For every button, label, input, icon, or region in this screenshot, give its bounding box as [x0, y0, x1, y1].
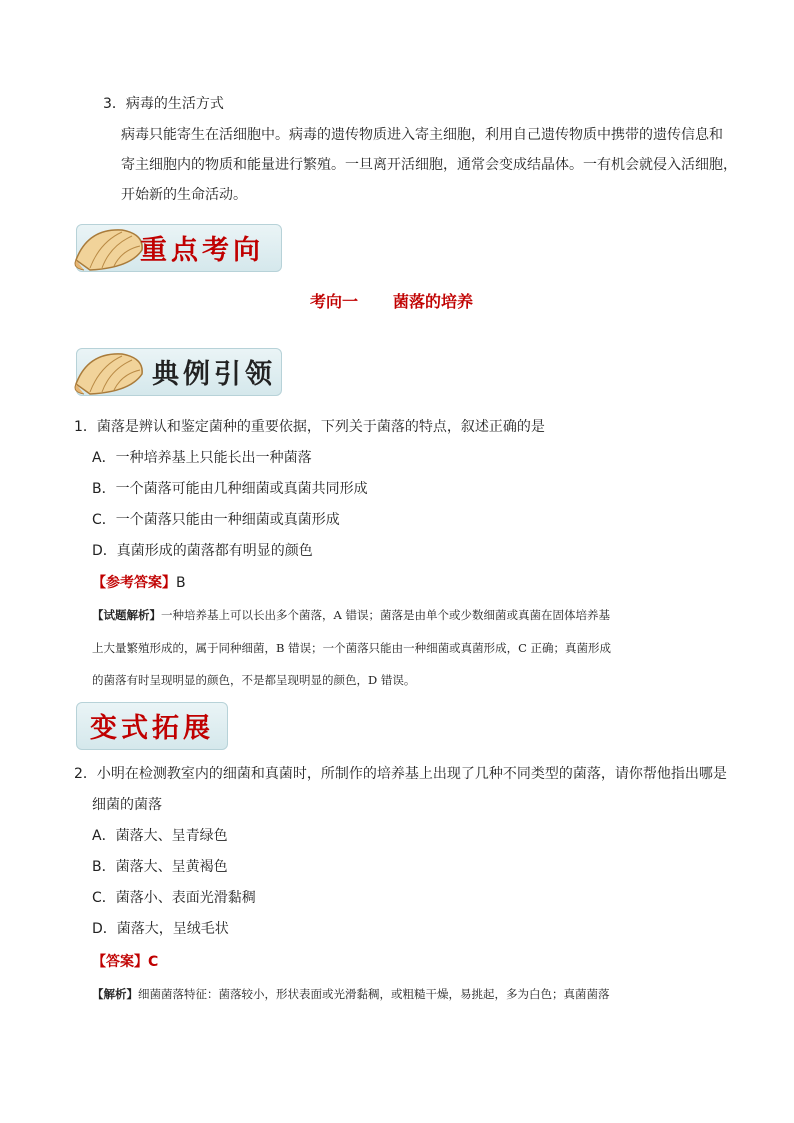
- analysis-line: 的菌落有时呈现明显的颜色，不是都呈现明显的颜色，D 错误。: [92, 673, 416, 687]
- option-c: C．菌落小、表面光滑黏稠: [92, 890, 256, 906]
- answer-label: 【答案】: [92, 954, 148, 970]
- analysis-text: 细菌菌落特征：菌落较小，形状表面或光滑黏稠，或粗糙干燥，易挑起，多为白色；真菌菌落: [138, 987, 610, 1001]
- answer-label: 【参考答案】: [92, 575, 176, 591]
- topic-label: 考向一: [310, 292, 359, 311]
- analysis-label: 【解析】: [92, 987, 138, 1001]
- option-a: A．一种培养基上只能长出一种菌落: [92, 450, 312, 466]
- question-stem: 细菌的菌落: [92, 797, 162, 813]
- section-heading: 3．病毒的生活方式: [103, 96, 224, 112]
- option-b: B．一个菌落可能由几种细菌或真菌共同形成: [92, 481, 368, 497]
- option-b: B．菌落大、呈黄褐色: [92, 859, 228, 875]
- option-a: A．菌落大、呈青绿色: [92, 828, 228, 844]
- analysis-line: 上大量繁殖形成的，属于同种细菌，B 错误；一个菌落只能由一种细菌或真菌形成，C 正确；真菌形成: [92, 641, 612, 655]
- option-d: D．真菌形成的菌落都有明显的颜色: [92, 543, 313, 559]
- answer: [92, 573, 186, 593]
- answer-value: C: [148, 954, 159, 970]
- answer: [92, 952, 158, 972]
- analysis-line: [92, 986, 610, 1002]
- banner-title: 变式拓展: [90, 713, 214, 744]
- paragraph-line: 寄主细胞内的物质和能量进行繁殖。一旦离开活细胞，通常会变成结晶体。一有机会就侵入活细胞，: [121, 157, 737, 173]
- option-d: D．菌落大，呈绒毛状: [92, 921, 229, 937]
- seashell-icon: [70, 344, 148, 400]
- seashell-icon: [70, 220, 148, 276]
- analysis-text: 一种培养基上可以长出多个菌落，A 错误；菌落是由单个或少数细菌或真菌在固体培养基: [161, 608, 610, 622]
- answer-value: B: [176, 575, 186, 591]
- banner-title: 重点考向: [140, 235, 264, 266]
- option-c: C．一个菌落只能由一种细菌或真菌形成: [92, 512, 340, 528]
- question-stem: 2．小明在检测教室内的细菌和真菌时，所制作的培养基上出现了几种不同类型的菌落，请你帮他指出哪是: [74, 766, 727, 782]
- analysis-line: [92, 607, 610, 623]
- topic-title: 菌落的培养: [393, 292, 474, 311]
- question-stem: 1．菌落是辨认和鉴定菌种的重要依据，下列关于菌落的特点，叙述正确的是: [74, 419, 545, 435]
- paragraph-line: 开始新的生命活动。: [121, 187, 247, 203]
- banner-title: 典例引领: [152, 359, 276, 390]
- paragraph-line: 病毒只能寄生在活细胞中。病毒的遗传物质进入寄主细胞，利用自己遗传物质中携带的遗传信息和: [121, 127, 723, 143]
- analysis-label: 【试题解析】: [92, 608, 161, 622]
